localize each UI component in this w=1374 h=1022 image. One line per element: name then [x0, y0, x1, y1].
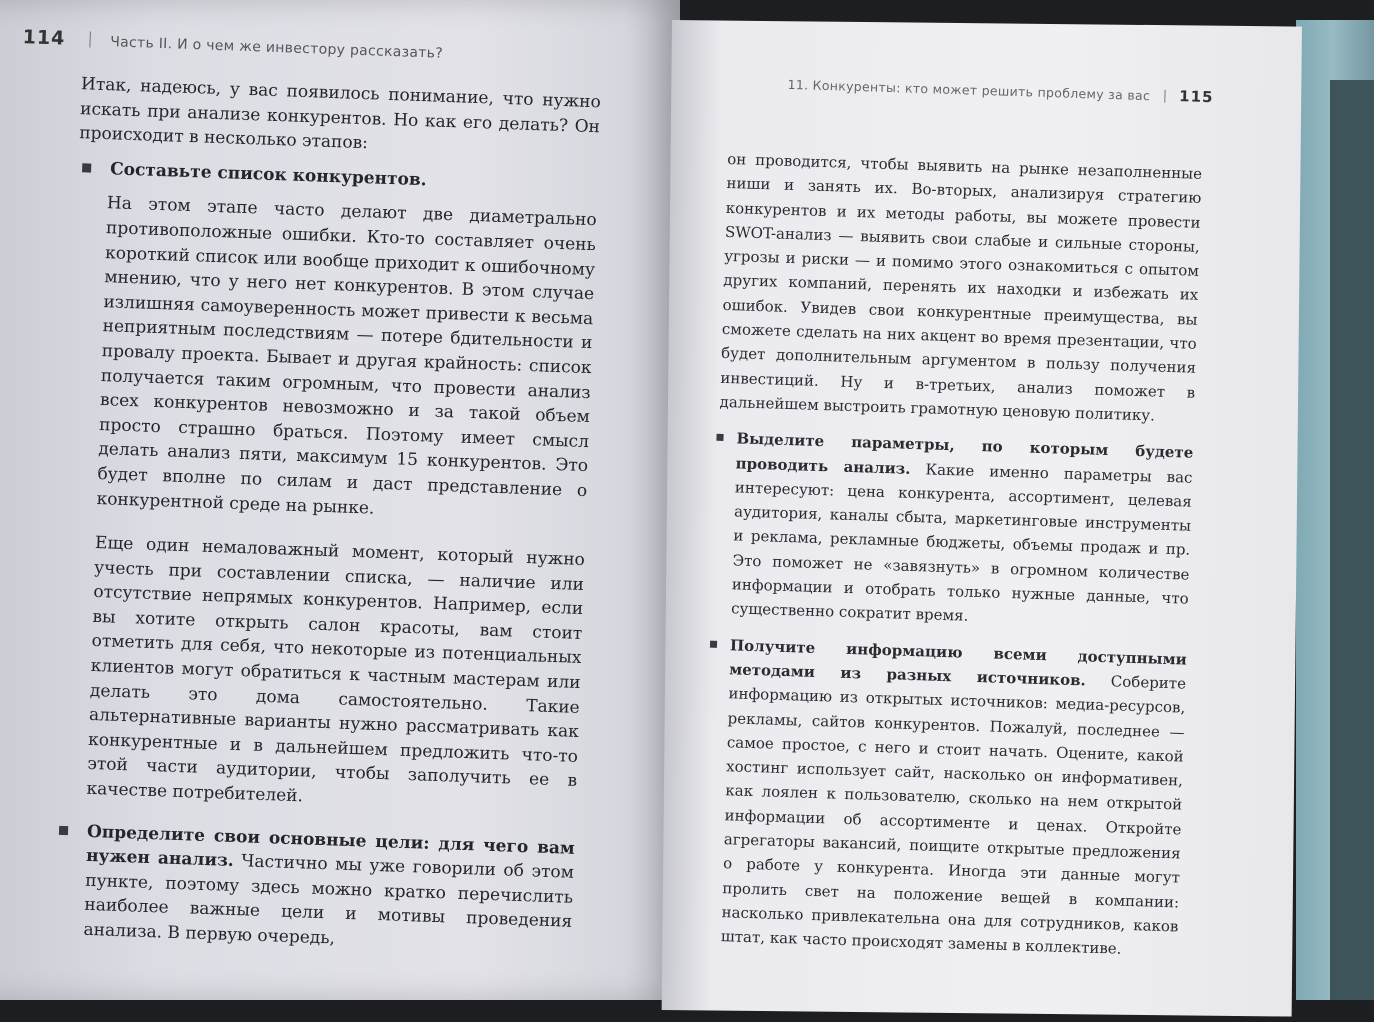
bullet-title: Определите свои основные цели: для чего вам нужен анализ.: [85, 821, 576, 872]
intro-paragraph: Итак, надеюсь, у вас появилось понимание, что нужно искать при анализе конкурентов. Но как его делать? Он происходит в несколько этапов:: [79, 74, 602, 154]
book-cover-shadow: [1330, 80, 1374, 1000]
bullet-text: Какие именно параметры вас интересуют: цена конкурента, ассортимент, целевая аудитория, каналы сбыта, маркетинговые инструменты и реклама, рекламные бюджеты, объемы продаж и пр. Это поможет не «завязнуть» в огромном количестве информации и отобрать только нужные данные, что существенно сократит время.: [730, 459, 1193, 626]
header-divider: [89, 31, 91, 47]
body-paragraph: Еще один немаловажный момент, который нужно учесть при составлении списка, — наличие или отсутствие непрямых конкурентов. Например, если вы хотите открыть салон красоты, вам стоит отметить для себя, что некоторые из потенциальных клиентов могут обратиться к частным мастерам или делать это дома самостоятельно. Такие альтернативные варианты нужно рассматривать как конкурентные и в дальнейшем предложить что-то этой части аудитории, чтобы заполучить ее в качестве потребителей.: [86, 533, 586, 807]
bullet-text: Частично мы уже говорили об этом пункте, поэтому здесь можно кратко перечислить наиболее важные цели и мотивы проведения анализа. В первую очередь,: [83, 851, 575, 949]
left-body-text: [51, 72, 601, 959]
body-paragraph: он проводится, чтобы выявить на рынке незаполненные ниши и занять их. Во-вторых, анализируя стратегию конкурентов и их методы работы, вы можете провести SWOT-анализ — выявить свои слабые и сильные стороны, угрозы и риски — и помимо этого ознакомиться с опытом других компаний, перенять их находки и избежать их ошибок. Увидев свои конкурентные преимущества, вы сможете сделать на них акцент во время презентации, что будет дополнительным аргументом в пользу получения инвестиций. Ну и в-третьих, анализ поможет в дальнейшем выстроить грамотную ценовую политику.: [719, 149, 1203, 425]
bullet-title: Получите информацию всеми доступными методами из разных источников.: [728, 635, 1188, 690]
bullet-item: [702, 632, 1187, 963]
bullet-text: Соберите информацию из открытых источников: медиа-ресурсов, рекламы, сайтов конкурентов. Пожалуй, последнее — самое простое, с него и стоит начать. Оцените, какой хостинг использует сайт, насколько он информативен, как лоялен к пользователю, сколько на нем открытой информации об ассортименте и ценах. Откройте агрегаторы вакансий, поищите открытые предложения о работе у конкурента. Иногда эти данные могут пролить свет на положение вещей в компании: насколько привлекательна она для сотрудников, каков штат, как часто происходят замены в коллективе.: [720, 672, 1187, 958]
bullet-paragraph: На этом этапе часто делают две диаметрально противоположные ошибки. Кто-то составляет очень короткий список или вообще приходит к ошибочному мнению, что у него нет конкурентов. В этом случае излишняя самоуверенность может привести к весьма неприятным последствиям — потере бдительности и провалу проекта. Бывает и другая крайность: список получается таким огромным, что провести анализ всех конкурентов невозможно и за такой объем просто страшно браться. Поэтому имеет смысл делать анализ пяти, максимум 15 конкурентов. Это будет вполне по силам и даст представление о конкурентной среде на рынке.: [96, 193, 598, 519]
left-running-header: [22, 26, 443, 63]
bullet-square-icon: [716, 434, 723, 441]
bullet-square-icon: [59, 825, 68, 834]
right-running-head: 11. Конкуренты: кто может решить проблему за вас: [787, 76, 1151, 104]
left-running-head: Часть II. И о чем же инвестору рассказать?: [109, 34, 444, 62]
left-page-content: [0, 0, 680, 1022]
bullet-title: Составьте список конкурентов.: [109, 159, 427, 191]
bullet-title: Выделите параметры, по которым будете проводить анализ.: [735, 429, 1194, 478]
bullet-item: [51, 818, 575, 959]
right-body-text: [702, 147, 1202, 963]
bullet-square-icon: [710, 640, 717, 647]
header-divider: [1164, 90, 1165, 103]
bullet-square-icon: [82, 163, 91, 172]
right-page-number: 115: [1178, 87, 1214, 107]
bullet-item: [713, 426, 1194, 635]
right-page-content: [702, 72, 1250, 988]
left-page-number: 114: [22, 26, 66, 50]
